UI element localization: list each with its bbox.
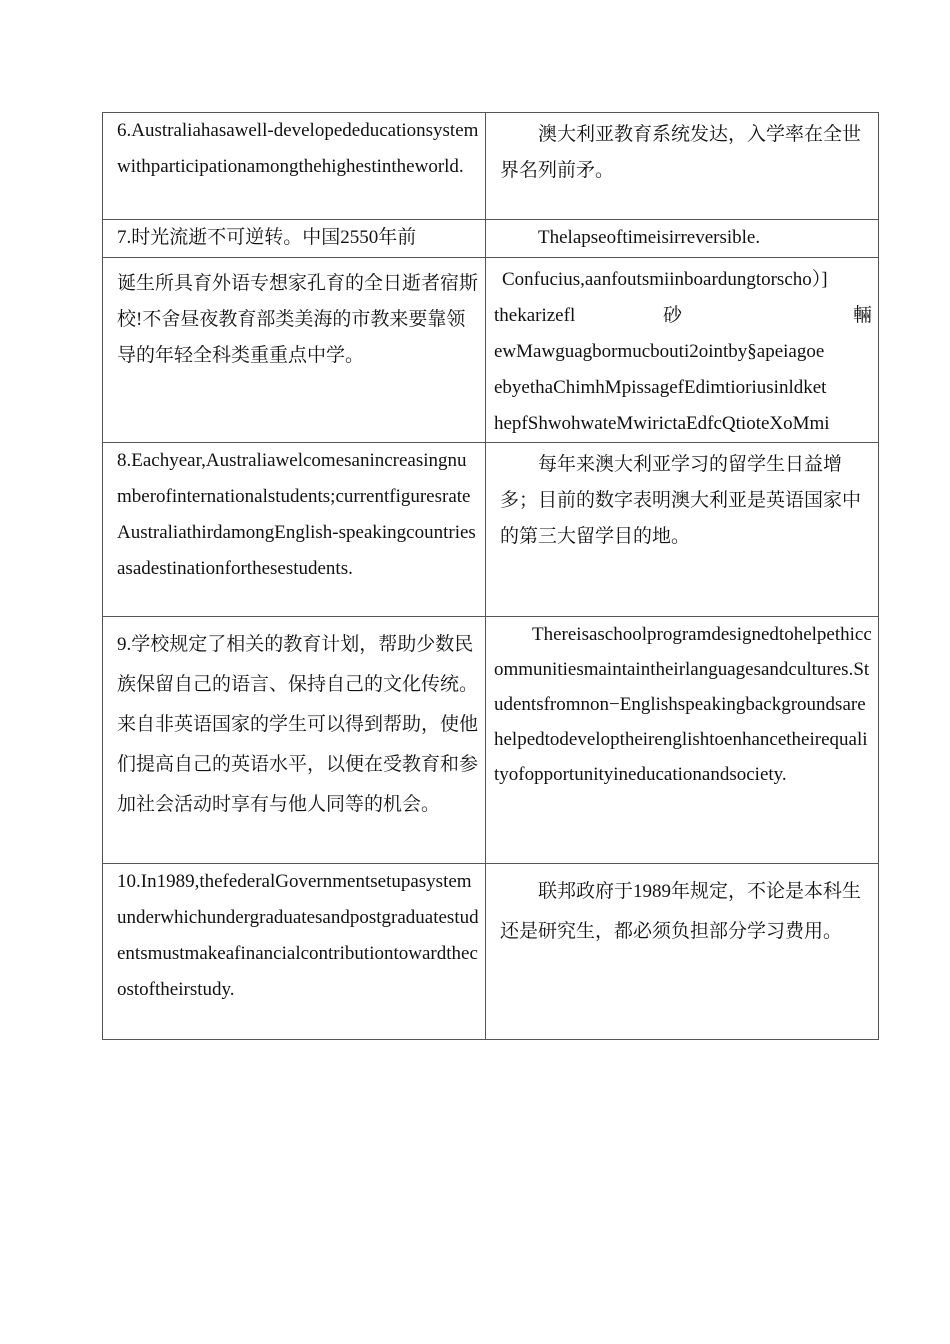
row-9-chinese-cell [103, 617, 486, 864]
row-7-chinese-text: 7.时光流逝不可逆转。中国2550年前 [117, 227, 417, 248]
row-7b-chinese-cell [103, 258, 486, 443]
row-7-chinese-cell [103, 220, 486, 258]
row-10-english-text: 10.In1989,thefederalGovernmentsetupasystemunderwhichundergraduatesandpostgraduatestudentsmustmakeafinancialcontributiontowardthecostoftheirstudy. [117, 871, 479, 1000]
row-9-chinese-text: 9.学校规定了相关的教育计划，帮助少数民族保留自己的语言、保持自己的文化传统。来自非英语国家的学生可以得到帮助，使他们提高自己的英语水平，以便在受教育和参加社会活动时享有与他人同等的机会。 [117, 634, 479, 815]
row-6-english-cell [103, 113, 486, 220]
row-7-english-cell [486, 220, 879, 258]
row-9-english-text: Thereisaschoolprogramdesignedtohelpethiccommunitiesmaintaintheirlanguagesandcultures.Studentsfromnon−Englishspeakingbackgroundsarehelpedtodeveloptheirenglishtoenhancetheirequalityofopportunityineducationandsociety. [494, 624, 872, 785]
row-6-english-text: 6.Australiahasawell-developededucationsystemwithparticipationamongthehighestintheworld. [117, 120, 479, 177]
garbled-line-5: hepfShwohwateMwirictaEdfcQtioteXoMmi [494, 413, 830, 434]
row-8-english-text: 8.Eachyear,Australiawelcomesanincreasingnumberofinternationalstudents;currentfiguresrateAustraliathirdamongEnglish-speakingcountriesasadestinationforthesestudents. [117, 450, 476, 579]
garbled-line-1: Confucius,aanfoutsmiinboardungtorscho）] [502, 269, 828, 290]
garbled-line-4: ebyethaChimhMpissagefEdimtioriusinldket [494, 377, 827, 398]
row-7b-chinese-text: 诞生所具育外语专想家孔育的全日逝者宿斯校!不舍昼夜教育部类美海的市教来要靠领导的年轻全科类重重点中学。 [117, 273, 479, 366]
garbled-line-2: thekarizefl 砂 輛 [494, 305, 872, 326]
row-10-chinese-cell [486, 864, 879, 1040]
row-10-english-cell [103, 864, 486, 1040]
table-row-8 [103, 443, 879, 617]
row-9-english-cell [486, 617, 879, 864]
row-8-chinese-text: 每年来澳大利亚学习的留学生日益增多；目前的数字表明澳大利亚是英语国家中的第三大留学目的地。 [500, 454, 862, 547]
row-10-chinese-text: 联邦政府于1989年规定，不论是本科生还是研究生，都必须负担部分学习费用。 [500, 881, 862, 942]
row-7-english-text: Thelapseoftimeisirreversible. [538, 227, 761, 248]
table-row-6 [103, 113, 879, 220]
row-7b-garbled-text [494, 258, 872, 442]
row-7b-garbled-cell [486, 258, 879, 443]
row-6-chinese-text: 澳大利亚教育系统发达，入学率在全世界名列前矛。 [500, 124, 862, 181]
garbled-line-3: ewMawguagbormucbouti2ointby§apeiagoe [494, 341, 825, 362]
translation-table [102, 112, 879, 1040]
table-row-7-continued [103, 258, 879, 443]
row-8-chinese-cell [486, 443, 879, 617]
row-6-chinese-cell [486, 113, 879, 220]
table-row-10 [103, 864, 879, 1040]
row-8-english-cell [103, 443, 486, 617]
table-row-7 [103, 220, 879, 258]
table-row-9 [103, 617, 879, 864]
